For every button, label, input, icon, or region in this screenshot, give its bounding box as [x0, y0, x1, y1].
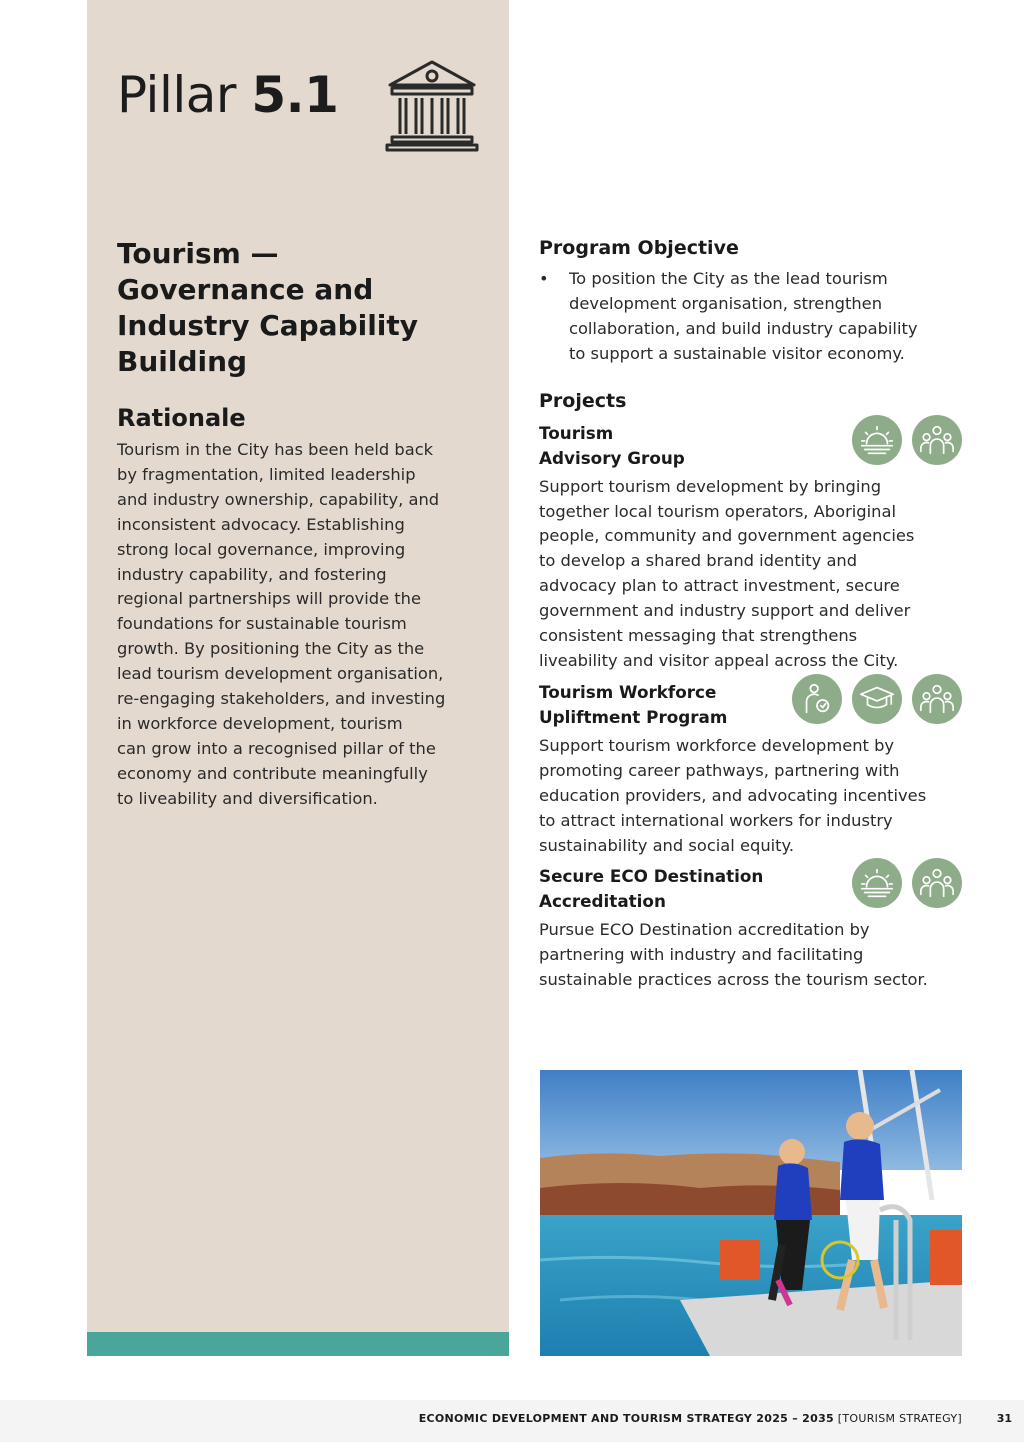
rationale-body: [117, 438, 477, 812]
project-line: advocacy plan to attract investment, secure: [539, 576, 900, 596]
page-footer: [0, 1400, 1024, 1442]
pillar-number: 5.1: [251, 66, 339, 124]
rationale-line: economy and contribute meaningfully: [117, 763, 428, 783]
project-line: Support tourism workforce development by: [539, 735, 895, 755]
project-description: [539, 475, 964, 674]
community-people-icon: [912, 858, 962, 908]
rationale-line: in workforce development, tourism: [117, 713, 403, 733]
rationale-line: growth. By positioning the City as the: [117, 639, 425, 659]
rationale-line: lead tourism development organisation,: [117, 664, 444, 684]
project-icons: [852, 415, 962, 465]
project-workforce-upliftment: [539, 680, 964, 859]
right-column: [539, 234, 964, 993]
project-icons: [852, 858, 962, 908]
project-line: government and industry support and deliver: [539, 601, 911, 621]
objective-line: collaboration, and build industry capability: [569, 318, 918, 338]
project-line: sustainable practices across the tourism sector.: [539, 970, 928, 990]
bullet-dot: •: [539, 269, 549, 288]
objective-line: To position the City as the lead tourism: [569, 269, 888, 288]
heading-line: Governance and: [117, 273, 374, 306]
institution-building-icon: [384, 58, 480, 152]
project-line: together local tourism operators, Aboriginal: [539, 501, 896, 521]
community-people-icon: [912, 674, 962, 724]
project-line: education providers, and advocating incentives: [539, 785, 927, 805]
footer-title-main: ECONOMIC DEVELOPMENT AND TOURISM STRATEGY 2025 – 2035: [418, 1412, 834, 1425]
project-title-line: Accreditation: [539, 891, 666, 912]
rationale-line: by fragmentation, limited leadership: [117, 464, 416, 484]
heading-line: Tourism —: [117, 237, 279, 270]
project-line: to attract international workers for industry: [539, 810, 893, 830]
worker-icon: [792, 674, 842, 724]
pillar-word: Pillar: [117, 66, 236, 124]
project-line: consistent messaging that strengthens: [539, 626, 858, 646]
project-line: partnering with industry and facilitating: [539, 945, 864, 965]
rationale-heading: Rationale: [117, 404, 246, 432]
project-title-line: Upliftment Program: [539, 706, 728, 727]
project-line: liveability and visitor appeal across the City.: [539, 650, 899, 670]
rationale-line: inconsistent advocacy. Establishing: [117, 514, 405, 534]
project-line: sustainability and social equity.: [539, 835, 795, 855]
project-title-line: Advisory Group: [539, 447, 685, 468]
project-line: Pursue ECO Destination accreditation by: [539, 920, 870, 940]
accent-bar: [87, 1332, 509, 1356]
heading-line: Building: [117, 345, 248, 378]
rationale-line: to liveability and diversification.: [117, 788, 378, 808]
project-line: promoting career pathways, partnering with: [539, 760, 900, 780]
sun-landscape-icon: [852, 415, 902, 465]
project-line: Support tourism development by bringing: [539, 476, 882, 496]
project-tourism-advisory-group: [539, 421, 964, 674]
rationale-line: strong local governance, improving: [117, 539, 406, 559]
objective-bullet: [539, 267, 964, 367]
footer-title-sub: [TOURISM STRATEGY]: [834, 1412, 962, 1425]
page-number: 31: [996, 1412, 1012, 1425]
project-line: people, community and government agencies: [539, 526, 915, 546]
program-objective-heading: Program Objective: [539, 237, 739, 259]
objective-line: development organisation, strengthen: [569, 293, 883, 313]
boat-divers-photo: [540, 1070, 962, 1356]
section-heading: [117, 236, 477, 380]
pillar-title: [117, 66, 339, 124]
graduation-cap-icon: [852, 674, 902, 724]
project-eco-destination: [539, 864, 964, 993]
objective-line: to support a sustainable visitor economy.: [569, 343, 905, 363]
projects-heading: Projects: [539, 389, 627, 412]
rationale-line: regional partnerships will provide the: [117, 589, 422, 609]
rationale-line: and industry ownership, capability, and: [117, 489, 440, 509]
community-people-icon: [912, 415, 962, 465]
footer-title: [419, 1412, 962, 1425]
project-line: to develop a shared brand identity and: [539, 551, 858, 571]
project-title-line: Secure ECO Destination: [539, 866, 764, 887]
project-title-line: Tourism: [539, 422, 614, 443]
project-description: [539, 918, 964, 993]
rationale-line: re-engaging stakeholders, and investing: [117, 689, 446, 709]
heading-line: Industry Capability: [117, 309, 419, 342]
sun-landscape-icon: [852, 858, 902, 908]
rationale-line: foundations for sustainable tourism: [117, 614, 407, 634]
rationale-line: industry capability, and fostering: [117, 564, 387, 584]
project-description: [539, 734, 964, 859]
project-title-line: Tourism Workforce: [539, 681, 717, 702]
rationale-line: can grow into a recognised pillar of the: [117, 738, 436, 758]
rationale-line: Tourism in the City has been held back: [117, 440, 434, 459]
project-icons: [792, 674, 962, 724]
